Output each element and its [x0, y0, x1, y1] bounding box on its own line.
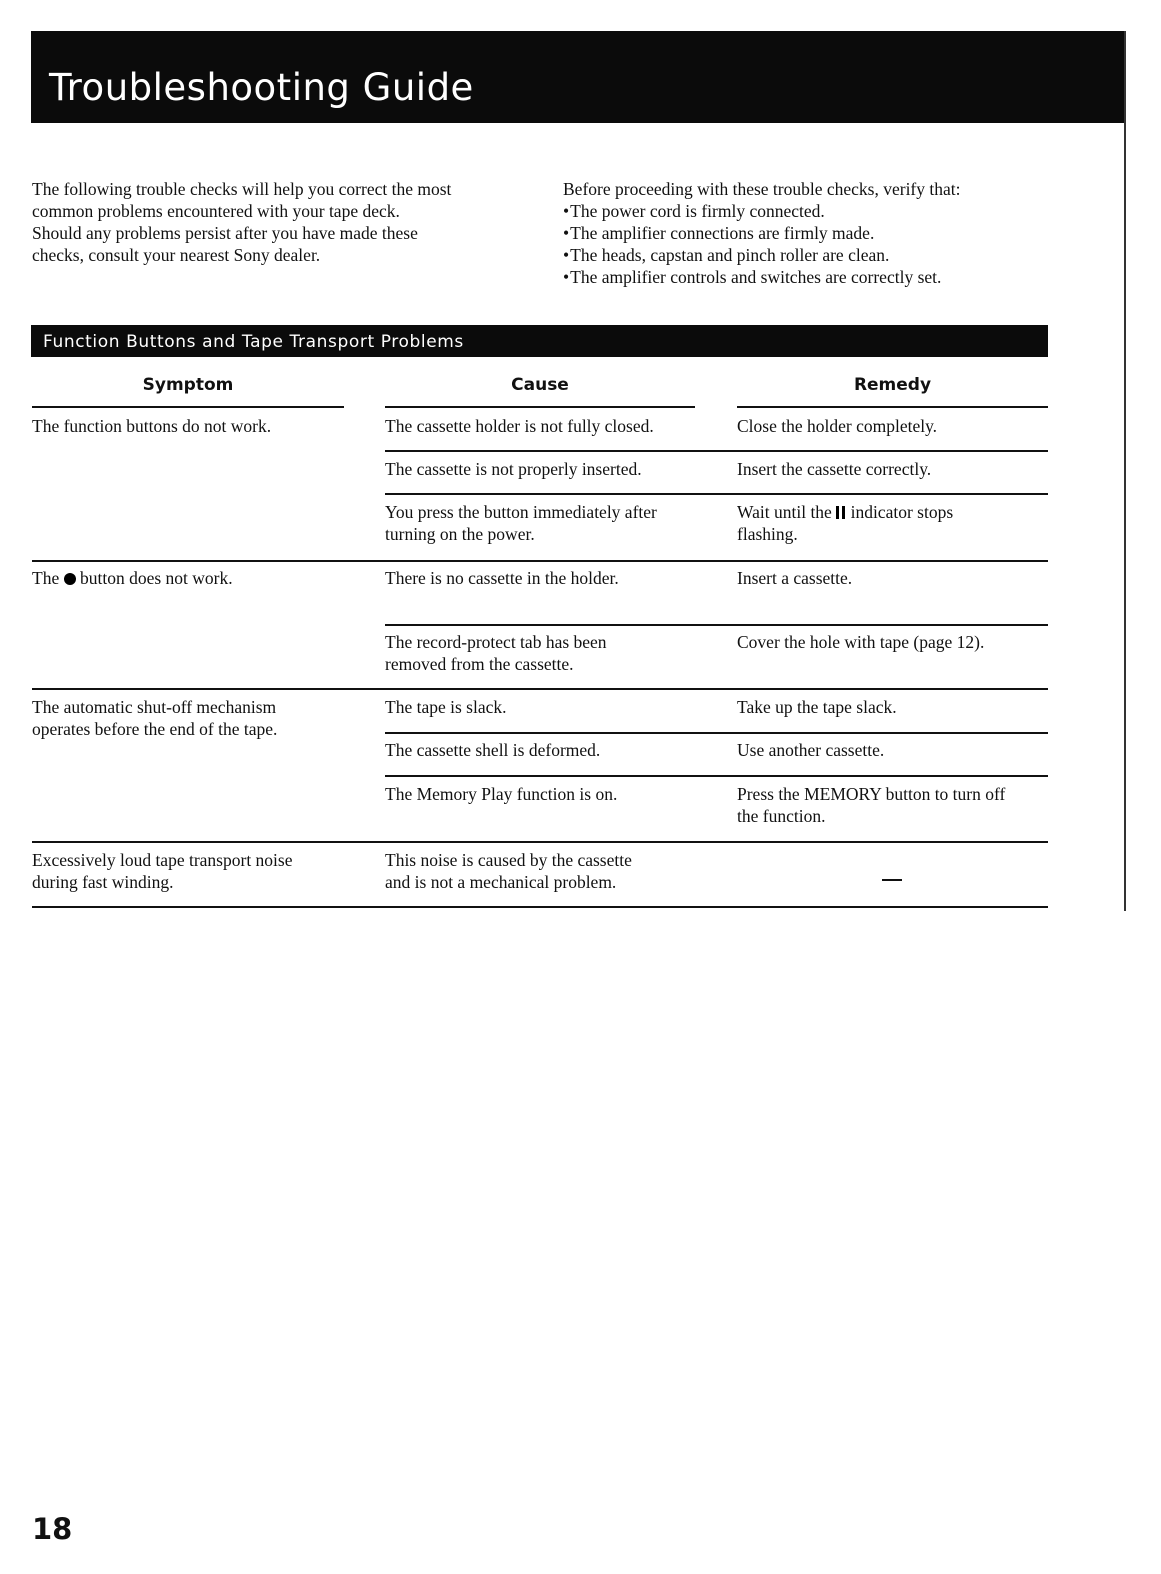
- remedy-cell: [737, 567, 1057, 589]
- header-rule: [32, 406, 344, 408]
- remedy-line: [737, 501, 1057, 523]
- remedy-cell: [737, 501, 1057, 545]
- row-divider: [385, 775, 1048, 777]
- cause-cell: [385, 458, 715, 480]
- cause-cell: [385, 501, 715, 545]
- cause-cell: [385, 696, 715, 718]
- intro-text: [32, 178, 532, 266]
- cause-text: The cassette is not properly inserted.: [385, 459, 642, 479]
- record-dot-icon: [64, 573, 76, 585]
- row-divider: [385, 450, 1048, 452]
- remedy-text: Close the holder completely.: [737, 416, 938, 436]
- cause-text: The cassette shell is deformed.: [385, 740, 601, 760]
- remedy-cell: [737, 783, 1057, 827]
- checks-heading: Before proceeding with these trouble checks, verify that:: [563, 179, 961, 199]
- symptom-text: The automatic shut-off mechanism: [32, 697, 277, 717]
- group-divider: [32, 688, 1048, 690]
- section-heading-bar: [31, 325, 1048, 357]
- symptom-text: button does not work.: [79, 568, 233, 588]
- intro-line: Should any problems persist after you have made these: [32, 223, 418, 243]
- column-header-remedy: Remedy: [853, 375, 932, 395]
- remedy-text: Wait until the: [737, 502, 832, 522]
- cause-text: The Memory Play function is on.: [385, 784, 618, 804]
- preliminary-checks: [563, 178, 1083, 288]
- symptom-cell: [32, 696, 362, 740]
- dash-icon: [882, 879, 902, 881]
- check-item: • The heads, capstan and pinch roller are clean.: [563, 244, 1083, 266]
- cause-text: The tape is slack.: [385, 697, 507, 717]
- remedy-text: Cover the hole with tape (page 12).: [737, 632, 985, 652]
- cause-text: This noise is caused by the cassette: [385, 850, 632, 870]
- remedy-cell: [737, 739, 1057, 761]
- remedy-cell: [737, 631, 1057, 653]
- remedy-text: Insert a cassette.: [737, 568, 853, 588]
- cause-cell: [385, 567, 715, 589]
- remedy-text: Use another cassette.: [737, 740, 885, 760]
- header-rule: [737, 406, 1048, 408]
- page-title: Troubleshooting Guide: [49, 66, 474, 109]
- pause-icon: [836, 506, 846, 519]
- cause-text: You press the button immediately after: [385, 502, 657, 522]
- remedy-text: Insert the cassette correctly.: [737, 459, 932, 479]
- cause-cell: [385, 783, 715, 805]
- cause-cell: [385, 849, 715, 893]
- row-divider: [385, 624, 1048, 626]
- symptom-text: operates before the end of the tape.: [32, 719, 278, 739]
- title-bar: [31, 31, 1126, 123]
- intro-line: The following trouble checks will help you correct the most: [32, 179, 452, 199]
- remedy-cell: [737, 458, 1057, 480]
- checks-list: [563, 200, 1083, 288]
- row-divider: [385, 493, 1048, 495]
- symptom-text: The: [32, 568, 60, 588]
- check-item: • The power cord is firmly connected.: [563, 200, 1083, 222]
- symptom-cell: [32, 415, 344, 437]
- header-rule: [385, 406, 695, 408]
- cause-cell: [385, 739, 715, 761]
- cause-text: There is no cassette in the holder.: [385, 568, 619, 588]
- cause-cell: [385, 631, 715, 675]
- group-divider: [32, 560, 1048, 562]
- symptom-text: during fast winding.: [32, 872, 174, 892]
- remedy-cell: [737, 415, 1057, 437]
- table-bottom-rule: [32, 906, 1048, 908]
- page-number: 18: [32, 1512, 73, 1546]
- cause-text: and is not a mechanical problem.: [385, 872, 617, 892]
- check-item: • The amplifier connections are firmly made.: [563, 222, 1083, 244]
- remedy-text: indicator stops: [850, 502, 954, 522]
- intro-line: checks, consult your nearest Sony dealer.: [32, 245, 321, 265]
- cause-text: The record-protect tab has been: [385, 632, 607, 652]
- remedy-text: Take up the tape slack.: [737, 697, 897, 717]
- page-edge-rule: [1124, 31, 1126, 911]
- cause-text: removed from the cassette.: [385, 654, 574, 674]
- row-divider: [385, 732, 1048, 734]
- section-title: Function Buttons and Tape Transport Problems: [43, 332, 464, 352]
- intro-line: common problems encountered with your tape deck.: [32, 201, 400, 221]
- column-header-symptom: Symptom: [142, 375, 234, 395]
- cause-text: The cassette holder is not fully closed.: [385, 416, 654, 436]
- symptom-cell: [32, 567, 362, 589]
- group-divider: [32, 841, 1048, 843]
- symptom-cell: [32, 849, 362, 893]
- cause-text: turning on the power.: [385, 524, 535, 544]
- remedy-text: the function.: [737, 806, 826, 826]
- check-item: • The amplifier controls and switches are correctly set.: [563, 266, 1083, 288]
- column-header-cause: Cause: [511, 375, 569, 395]
- symptom-text: Excessively loud tape transport noise: [32, 850, 293, 870]
- remedy-text: Press the MEMORY button to turn off: [737, 784, 1006, 804]
- remedy-text: flashing.: [737, 524, 798, 544]
- symptom-text: The function buttons do not work.: [32, 416, 272, 436]
- cause-cell: [385, 415, 715, 437]
- remedy-cell: [737, 696, 1057, 718]
